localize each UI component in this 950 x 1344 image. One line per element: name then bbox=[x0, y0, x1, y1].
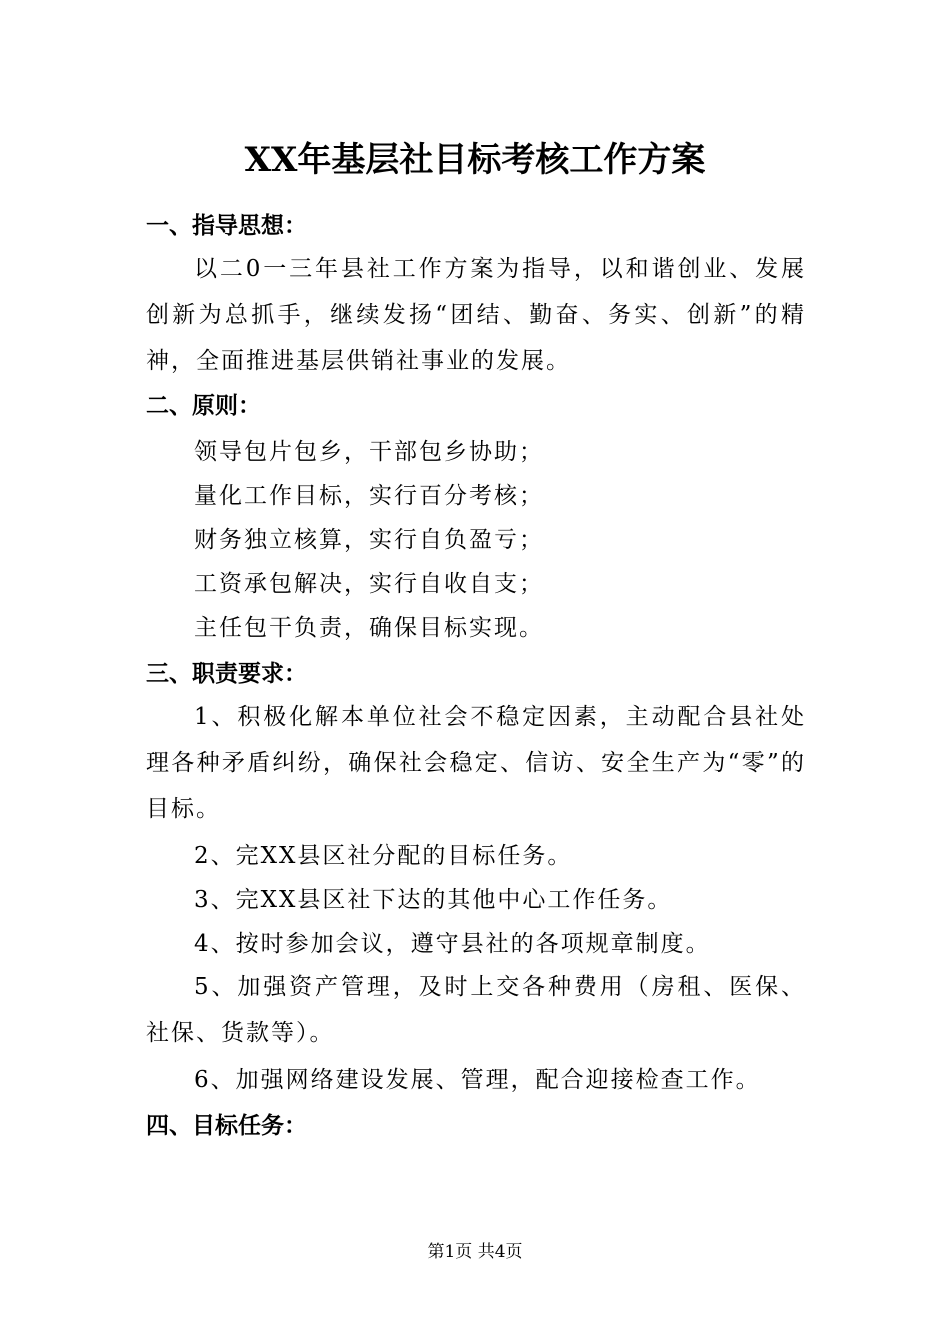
duty-item: 2、完XX县区社分配的目标任务。 bbox=[194, 843, 573, 869]
section-1-paragraph: 以二0一三年县社工作方案为指导，以和谐创业、发展创新为总抓手，继续发扬“团结、勤奋、务实、创新”的精神，全面推进基层供销社事业的发展。 bbox=[146, 256, 806, 374]
section-heading-1: 一、指导思想： bbox=[146, 213, 307, 239]
principle-line: 工资承包解决，实行自收自支； bbox=[194, 571, 544, 597]
duty-item: 1、积极化解本单位社会不稳定因素，主动配合县社处理各种矛盾纠纷，确保社会稳定、信访、安全生产为“零”的目标。 bbox=[146, 704, 806, 822]
duty-item: 3、完XX县区社下达的其他中心工作任务。 bbox=[194, 887, 673, 913]
section-heading-2: 二、原则： bbox=[146, 393, 261, 419]
document-title: XX年基层社目标考核工作方案 bbox=[244, 140, 706, 180]
principle-line: 财务独立核算，实行自负盈亏； bbox=[194, 527, 544, 553]
section-heading-3: 三、职责要求： bbox=[146, 661, 307, 687]
duty-item: 5、加强资产管理，及时上交各种费用（房租、医保、社保、货款等）。 bbox=[146, 974, 806, 1046]
section-heading-4: 四、目标任务： bbox=[146, 1113, 307, 1139]
page-footer: 第1页 共4页 bbox=[427, 1242, 523, 1262]
principle-line: 量化工作目标，实行百分考核； bbox=[194, 483, 544, 509]
duty-item: 4、按时参加会议，遵守县社的各项规章制度。 bbox=[194, 931, 711, 957]
principle-line: 主任包干负责，确保目标实现。 bbox=[194, 615, 544, 641]
duty-item: 6、加强网络建设发展、管理，配合迎接检查工作。 bbox=[194, 1067, 761, 1093]
principle-line: 领导包片包乡，干部包乡协助； bbox=[194, 439, 544, 465]
